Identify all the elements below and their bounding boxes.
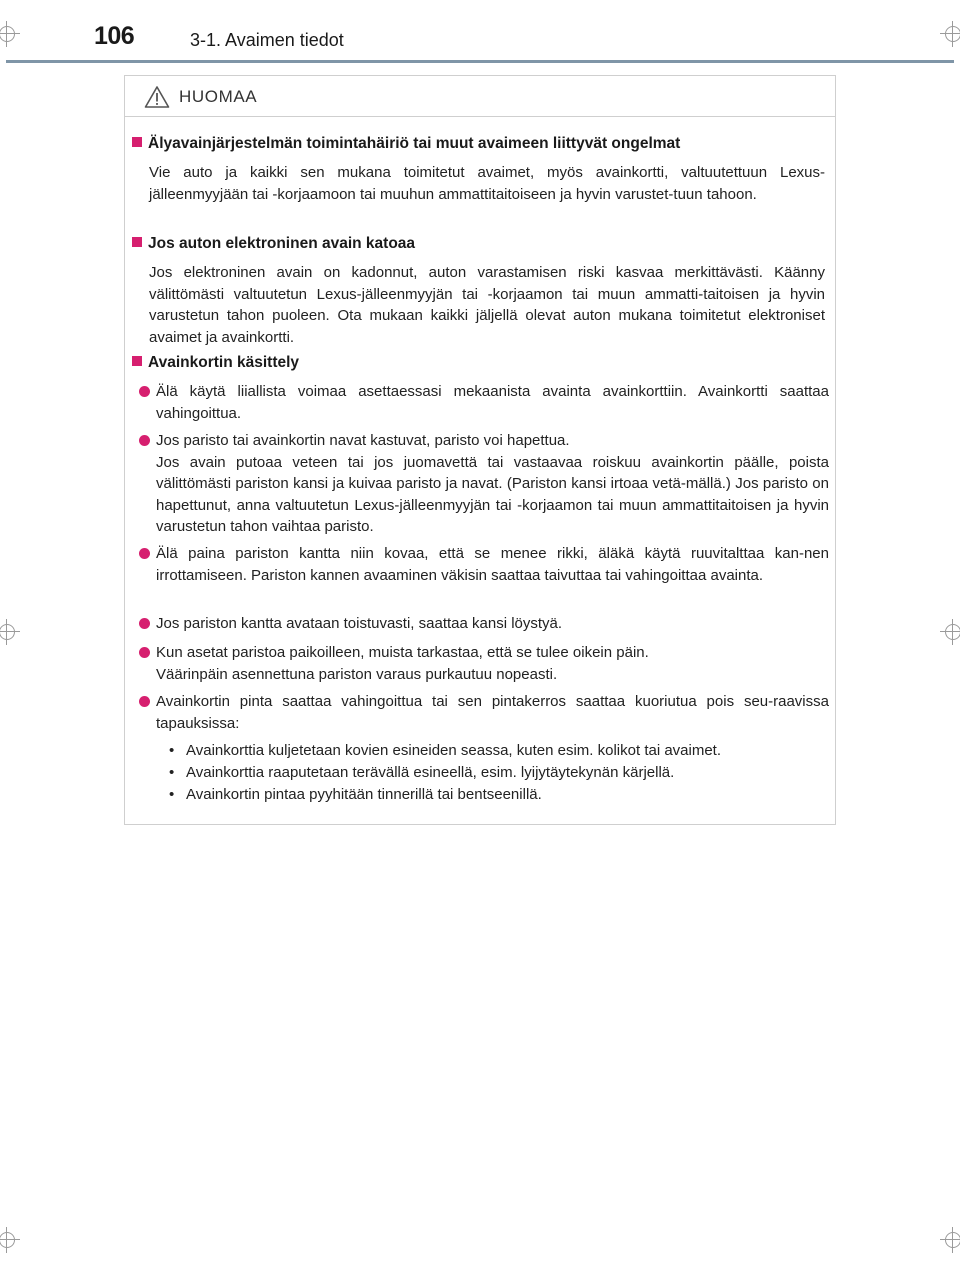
registration-mark-icon — [0, 21, 20, 47]
registration-mark-icon — [0, 1227, 20, 1253]
list-item: Älä käytä liiallista voimaa asettaessasi mekaanista avainta avainkorttiin. Avainkortti saattaa vahingoittua. — [139, 381, 829, 424]
list-item: Älä paina pariston kantta niin kovaa, että se menee rikki, äläkä käytä ruuvitalttaa kan-nen irrottamiseen. Pariston kannen avaaminen väkisin saattaa taivuttaa tai vahingoittaa avainta. — [139, 543, 829, 586]
caution-box — [124, 75, 836, 825]
header-divider — [6, 60, 954, 63]
round-bullet-icon — [139, 435, 150, 446]
round-bullet-icon — [139, 618, 150, 629]
caution-title: HUOMAA — [179, 87, 258, 106]
sub-list-item: • Avainkorttia raaputetaan terävällä esineellä, esim. lyijytäytekynän kärjellä. — [169, 764, 675, 781]
section-heading: Jos auton elektroninen avain katoaa — [132, 235, 415, 253]
square-bullet-icon — [132, 356, 142, 366]
round-bullet-icon — [139, 548, 150, 559]
registration-mark-icon — [940, 21, 960, 47]
square-bullet-icon — [132, 137, 142, 147]
square-bullet-icon — [132, 237, 142, 247]
section-title: 3-1. Avaimen tiedot — [190, 30, 344, 50]
warning-triangle-icon — [144, 85, 170, 109]
section-heading: Älyavainjärjestelmän toimintahäiriö tai muut avaimeen liittyvät ongelmat — [132, 135, 680, 153]
registration-mark-icon — [940, 619, 960, 645]
round-bullet-icon — [139, 386, 150, 397]
caution-header — [125, 76, 835, 117]
list-item: Kun asetat paristoa paikoilleen, muista tarkastaa, että se tulee oikein päin. Väärinpäin asennettuna pariston varaus purkautuu nopeasti. — [139, 642, 829, 685]
list-item: Jos paristo tai avainkortin navat kastuvat, paristo voi hapettua. Jos avain putoaa veteen tai jos juomavettä tai vastaavaa roiskuu avainkortin päälle, poista välittömästi pariston kansi ja kuivaa paristo ja navat. (Pariston kansi irtoaa vetä-mällä.) Jos paristo on hapettunut, anna valtuutetun Lexus-jälleenmyyjän tai -korjaamon tai muun ammattitaitoisen ja hyvin varustetun tahon vaihtaa paristo. — [139, 430, 829, 538]
registration-mark-icon — [940, 1227, 960, 1253]
sub-list-item: • Avainkortin pintaa pyyhitään tinnerillä tai bentseenillä. — [169, 786, 542, 803]
section-heading: Avainkortin käsittely — [132, 354, 299, 372]
registration-mark-icon — [0, 619, 20, 645]
page-number: 106 — [94, 22, 135, 50]
list-item: Jos pariston kantta avataan toistuvasti, saattaa kansi löystyä. — [139, 613, 829, 635]
round-bullet-icon — [139, 647, 150, 658]
section-text: Jos elektroninen avain on kadonnut, auton varastamisen riski kasvaa merkittävästi. Käänny välittömästi valtuutetun Lexus-jälleenmyyjän tai -korjaamon tai muun ammatti-taitoisen ja hyvin varustetun tahon puoleen. Ota mukaan kaikki jäljellä olevat auton mukana toimitetut elektroniset avaimet ja avainkortti. — [149, 264, 825, 346]
sub-list-item: • Avainkorttia kuljetetaan kovien esineiden seassa, kuten esim. kolikot tai avaimet. — [169, 742, 722, 759]
section-text: Vie auto ja kaikki sen mukana toimitetut avaimet, myös avainkortti, valtuutettuun Lexus-jälleenmyyjään tai -korjaamoon tai muuhun ammattitaitoiseen ja hyvin varustet-tuun tahoon. — [149, 164, 825, 203]
round-bullet-icon — [139, 696, 150, 707]
list-item: Avainkortin pinta saattaa vahingoittua tai sen pintakerros saattaa kuoriutua pois seu-raavissa tapauksissa: — [139, 691, 829, 734]
